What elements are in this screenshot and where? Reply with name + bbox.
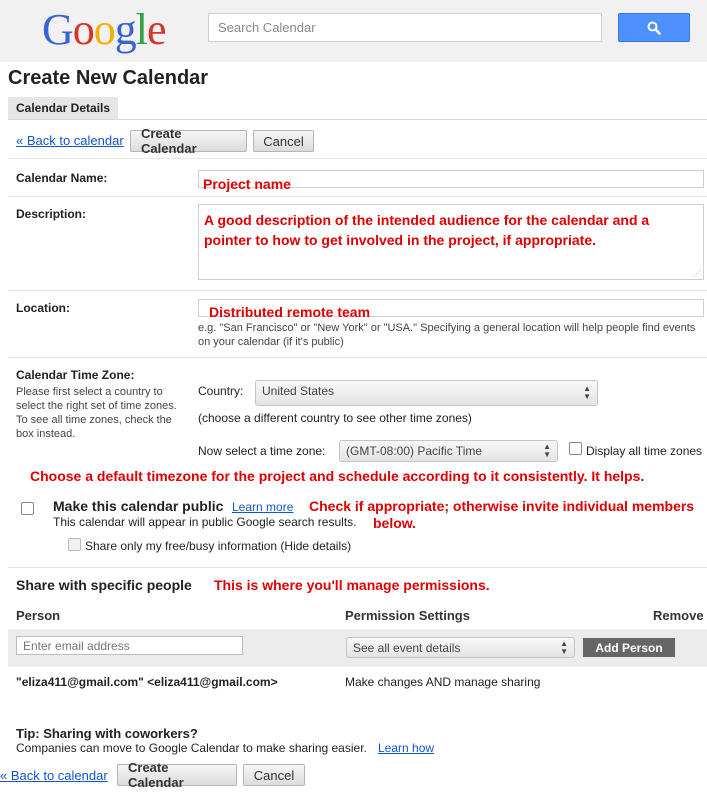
divider	[8, 196, 707, 197]
country-hint: (choose a different country to see other time zones)	[198, 411, 472, 425]
tip-text: Companies can move to Google Calendar to make sharing easier.	[16, 741, 367, 755]
divider	[8, 357, 707, 358]
timezone-hint: Please first select a country to select the right set of time zones. To see all time zones, check the box instead.	[16, 386, 177, 440]
display-all-timezones-label: Display all time zones	[586, 444, 703, 458]
timezone-annotation: Choose a default timezone for the project and schedule according to it consistently. It helps.	[30, 468, 645, 484]
make-public-checkbox[interactable]	[21, 502, 34, 515]
email-input[interactable]	[16, 636, 243, 655]
cancel-button-bottom[interactable]: Cancel	[243, 764, 305, 786]
description-label: Description:	[16, 207, 87, 221]
location-value: Distributed remote team	[209, 304, 371, 320]
timezone-select-value: (GMT-08:00) Pacific Time	[346, 444, 483, 458]
divider	[8, 567, 707, 568]
permission-select[interactable]	[346, 637, 575, 658]
permission-select-value: See all event details	[353, 641, 461, 655]
public-annotation-line1: Check if appropriate; otherwise invite individual members	[309, 498, 695, 514]
share-annotation: This is where you'll manage permissions.	[214, 577, 490, 593]
add-person-button[interactable]: Add Person	[583, 638, 675, 657]
country-select-value: United States	[262, 384, 335, 398]
display-all-timezones-checkbox[interactable]	[569, 442, 582, 455]
make-public-title: Make this calendar public	[53, 498, 224, 514]
create-calendar-button-bottom[interactable]: Create Calendar	[117, 764, 237, 786]
share-section-title: Share with specific people	[16, 577, 192, 593]
country-select[interactable]	[255, 380, 598, 406]
tab-calendar-details[interactable]: Calendar Details	[8, 97, 118, 119]
free-busy-label: Share only my free/busy information (Hide details)	[85, 539, 352, 553]
page-title: Create New Calendar	[8, 67, 209, 89]
select-arrows-icon: ▲ ▼	[560, 638, 568, 656]
location-label: Location:	[16, 301, 70, 315]
calendar-name-input[interactable]	[198, 170, 704, 192]
country-label: Country:	[198, 384, 244, 398]
divider	[8, 158, 707, 159]
create-calendar-button[interactable]: Create Calendar	[130, 130, 247, 152]
col-permission-header: Permission Settings	[345, 608, 470, 623]
magnifier-icon	[647, 21, 661, 35]
col-person-header: Person	[16, 608, 61, 623]
shared-permission[interactable]: Make changes AND manage sharing	[345, 675, 541, 689]
description-value: A good description of the intended audience for the calendar and a pointer to how to get involved in the project, if appropriate.	[204, 212, 650, 248]
public-annotation-line2: below.	[373, 515, 417, 531]
col-remove-header: Remove	[653, 608, 704, 623]
back-to-calendar-link-bottom[interactable]: « Back to calendar	[0, 768, 108, 783]
timezone-select[interactable]	[339, 440, 558, 462]
tip-learn-how-link[interactable]: Learn how	[378, 741, 435, 755]
divider	[8, 290, 707, 291]
location-input[interactable]	[198, 299, 704, 320]
timezone-label: Calendar Time Zone:	[16, 368, 135, 382]
cancel-button[interactable]: Cancel	[253, 130, 314, 152]
calendar-name-label: Calendar Name:	[16, 171, 108, 185]
calendar-name-value: Project name	[203, 176, 291, 192]
logo-letter: e	[147, 5, 166, 54]
timezone-select-label: Now select a time zone:	[198, 444, 326, 458]
logo-letter: l	[135, 5, 148, 54]
description-textarea[interactable]	[198, 204, 704, 280]
location-hint: e.g. "San Francisco" or "New York" or "USA." Specifying a general location will help people find events on your calendar (if it's public)	[198, 322, 696, 348]
free-busy-checkbox[interactable]	[68, 538, 81, 551]
select-arrows-icon: ▲ ▼	[583, 384, 591, 401]
tab-underline	[8, 119, 707, 120]
back-to-calendar-link[interactable]: « Back to calendar	[16, 133, 124, 148]
learn-more-link[interactable]: Learn more	[232, 500, 294, 514]
google-logo[interactable]	[42, 6, 166, 54]
tip-title: Tip: Sharing with coworkers?	[16, 726, 198, 741]
logo-letter: o	[93, 5, 115, 54]
logo-letter: G	[42, 5, 73, 54]
logo-letter: g	[114, 5, 136, 54]
search-input[interactable]	[208, 13, 602, 42]
make-public-subtitle: This calendar will appear in public Google search results.	[53, 515, 357, 529]
select-arrows-icon: ▲ ▼	[543, 442, 551, 459]
logo-letter: o	[72, 5, 94, 54]
shared-person: "eliza411@gmail.com" <eliza411@gmail.com>	[16, 675, 278, 689]
search-button[interactable]	[618, 13, 690, 42]
resize-handle-icon[interactable]: ⋰	[693, 269, 701, 278]
